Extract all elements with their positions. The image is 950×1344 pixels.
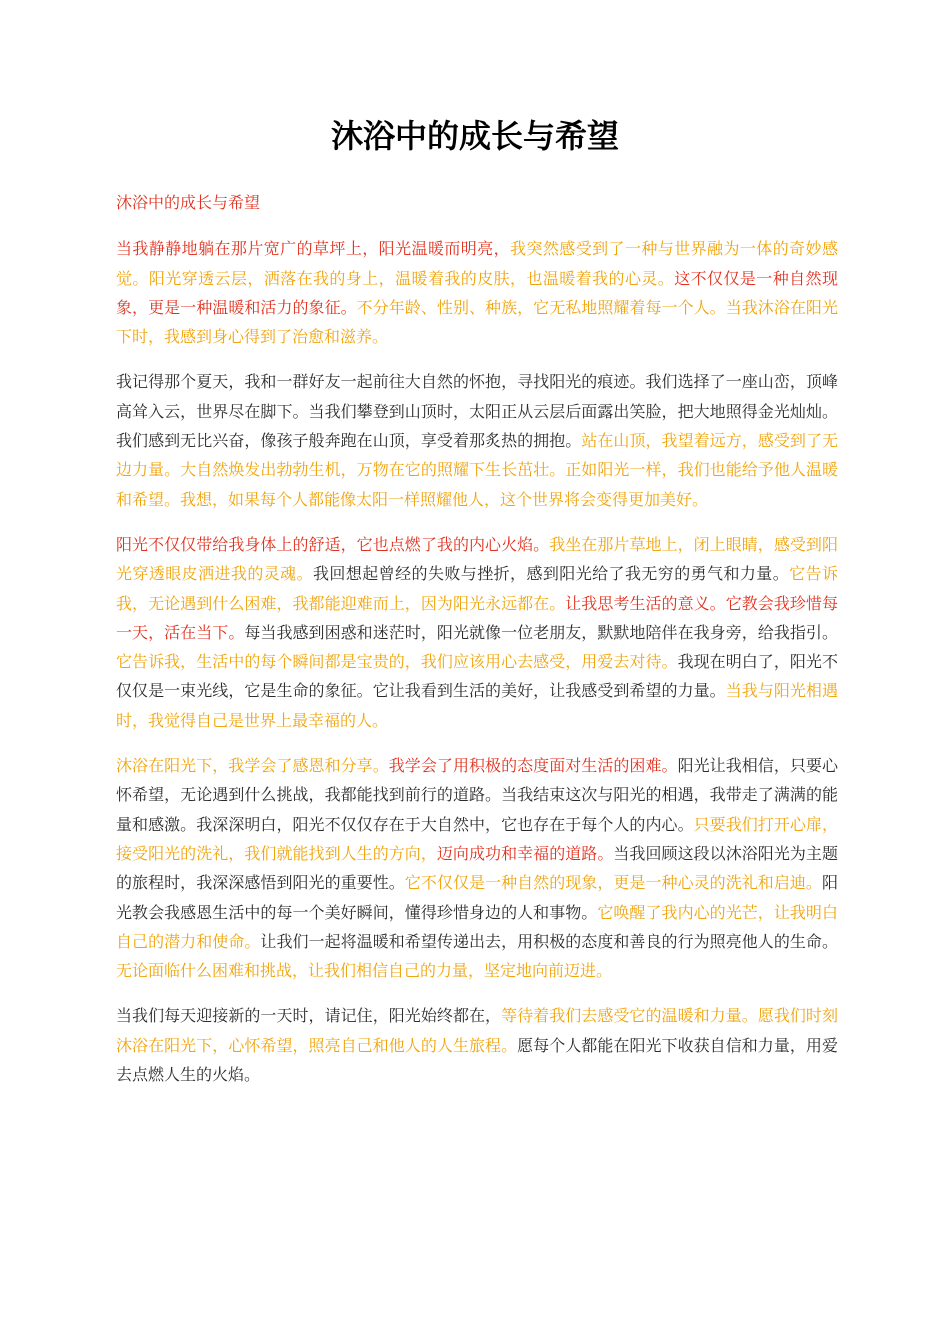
text-segment: 我坐在那片草地上，闭上眼睛，感受到阳光穿透眼皮洒进我的灵魂。 (116, 534, 838, 584)
text-segment: 无论面临什么困难和挑战，让我们相信自己的力量，坚定地向前迈进。 (116, 961, 613, 981)
paragraph (116, 1001, 838, 1089)
text-segment: 当我静静地躺在那片宽广的草坪上，阳光温暖而明亮， (116, 239, 511, 259)
text-segment: 让我思考生活的意义。它教会我珍惜每一天，活在当下。 (116, 593, 838, 642)
text-segment: 我记得那个夏天，我和一群好友一起前往大自然的怀抱，寻找阳光的痕迹。我们选择了一座山峦，顶峰高耸入云，世界尽在脚下。当我们攀登到山顶时，太阳正从云层后面露出笑脸，把大地照得金光灿灿。我们感到无比兴奋，像孩子般奔跑在山顶，享受着那炙热的拥抱。 (116, 372, 838, 451)
text-segment: 愿每个人都能在阳光下收获自信和力量，用爱去点燃人生的火焰。 (116, 1035, 838, 1085)
paragraph (116, 751, 838, 985)
text-segment: 沐浴中的成长与希望 (116, 193, 261, 212)
text-segment: 当我与阳光相遇时，我觉得自己是世界上最幸福的人。 (116, 681, 838, 730)
document-subtitle (116, 188, 838, 217)
document-title: 沐浴中的成长与希望 (330, 117, 619, 155)
text-segment: 迈向成功和幸福的道路。 (436, 843, 614, 863)
text-segment: 阳光让我相信，只要心怀希望，无论遇到什么挑战，我都能找到前行的道路。当我结束这次与阳光的相遇，我带走了满满的能量和感激。我深深明白，阳光不仅仅存在于大自然中，它也存在于每个人的内心。 (116, 756, 838, 834)
text-segment: 这不仅仅是一种自然现象，更是一种温暖和活力的象征。 (116, 268, 838, 317)
text-segment: 我学会了用积极的态度面对生活的困难。 (388, 756, 678, 776)
paragraph (116, 530, 838, 735)
text-segment: 当我们每天迎接新的一天时，请记住，阳光始终都在， (116, 1006, 502, 1026)
text-segment: 只要我们打开心扉，接受阳光的洗礼，我们就能找到人生的方向， (116, 814, 838, 863)
text-segment: 每当我感到困惑和迷茫时，阳光就像一位老朋友，默默地陪伴在我身旁，给我指引。 (244, 622, 838, 642)
paragraph (116, 367, 838, 513)
text-segment: 它告诉我，生活中的每个瞬间都是宝贵的，我们应该用心去感受，用爱去对待。 (116, 652, 678, 672)
paragraph (116, 234, 838, 351)
text-segment: 站在山顶，我望着远方，感受到了无边力量。大自然焕发出勃勃生机，万物在它的照耀下生长茁壮。正如阳光一样，我们也能给予他人温暖和希望。我想，如果每个人都能像太阳一样照耀他人，这个世界将会变得更加美好。 (116, 431, 838, 509)
text-segment: 它唤醒了我内心的光芒，让我明白自己的潜力和使命。 (116, 902, 838, 951)
text-segment: 我现在明白了，阳光不仅仅是一束光线，它是生命的象征。它让我看到生活的美好，让我感受到希望的力量。 (116, 652, 838, 701)
text-segment: 它不仅仅是一种自然的现象，更是一种心灵的洗礼和启迪。 (404, 873, 822, 893)
text-segment: 阳光不仅仅带给我身体上的舒适，它也点燃了我的内心火焰。 (116, 534, 550, 554)
text-segment: 当我回顾这段以沐浴阳光为主题的旅程时，我深深感悟到阳光的重要性。 (116, 843, 838, 893)
text-segment: 等待着我们去感受它的温暖和力量。愿我们时刻沐浴在阳光下，心怀希望，照亮自己和他人的人生旅程。 (116, 1006, 838, 1055)
text-segment: 我突然感受到了一种与世界融为一体的奇妙感觉。阳光穿透云层，洒落在我的身上，温暖着我的皮肤，也温暖着我的心灵。 (116, 239, 838, 288)
text-segment: 它告诉我，无论遇到什么困难，我都能迎难而上，因为阳光永远都在。 (116, 564, 838, 613)
text-segment: 不分年龄、性别、种族，它无私地照耀着每一个人。当我沐浴在阳光下时，我感到身心得到了治愈和滋养。 (116, 297, 838, 347)
text-segment: 沐浴在阳光下，我学会了感恩和分享。 (116, 756, 389, 776)
text-segment: 阳光教会我感恩生活中的每一个美好瞬间，懂得珍惜身边的人和事物。 (116, 873, 838, 922)
text-segment: 让我们一起将温暖和希望传递出去，用积极的态度和善良的行为照亮他人的生命。 (260, 931, 838, 951)
document-body (116, 188, 838, 1105)
text-segment: 我回想起曾经的失败与挫折，感到阳光给了我无穷的勇气和力量。 (313, 564, 790, 584)
